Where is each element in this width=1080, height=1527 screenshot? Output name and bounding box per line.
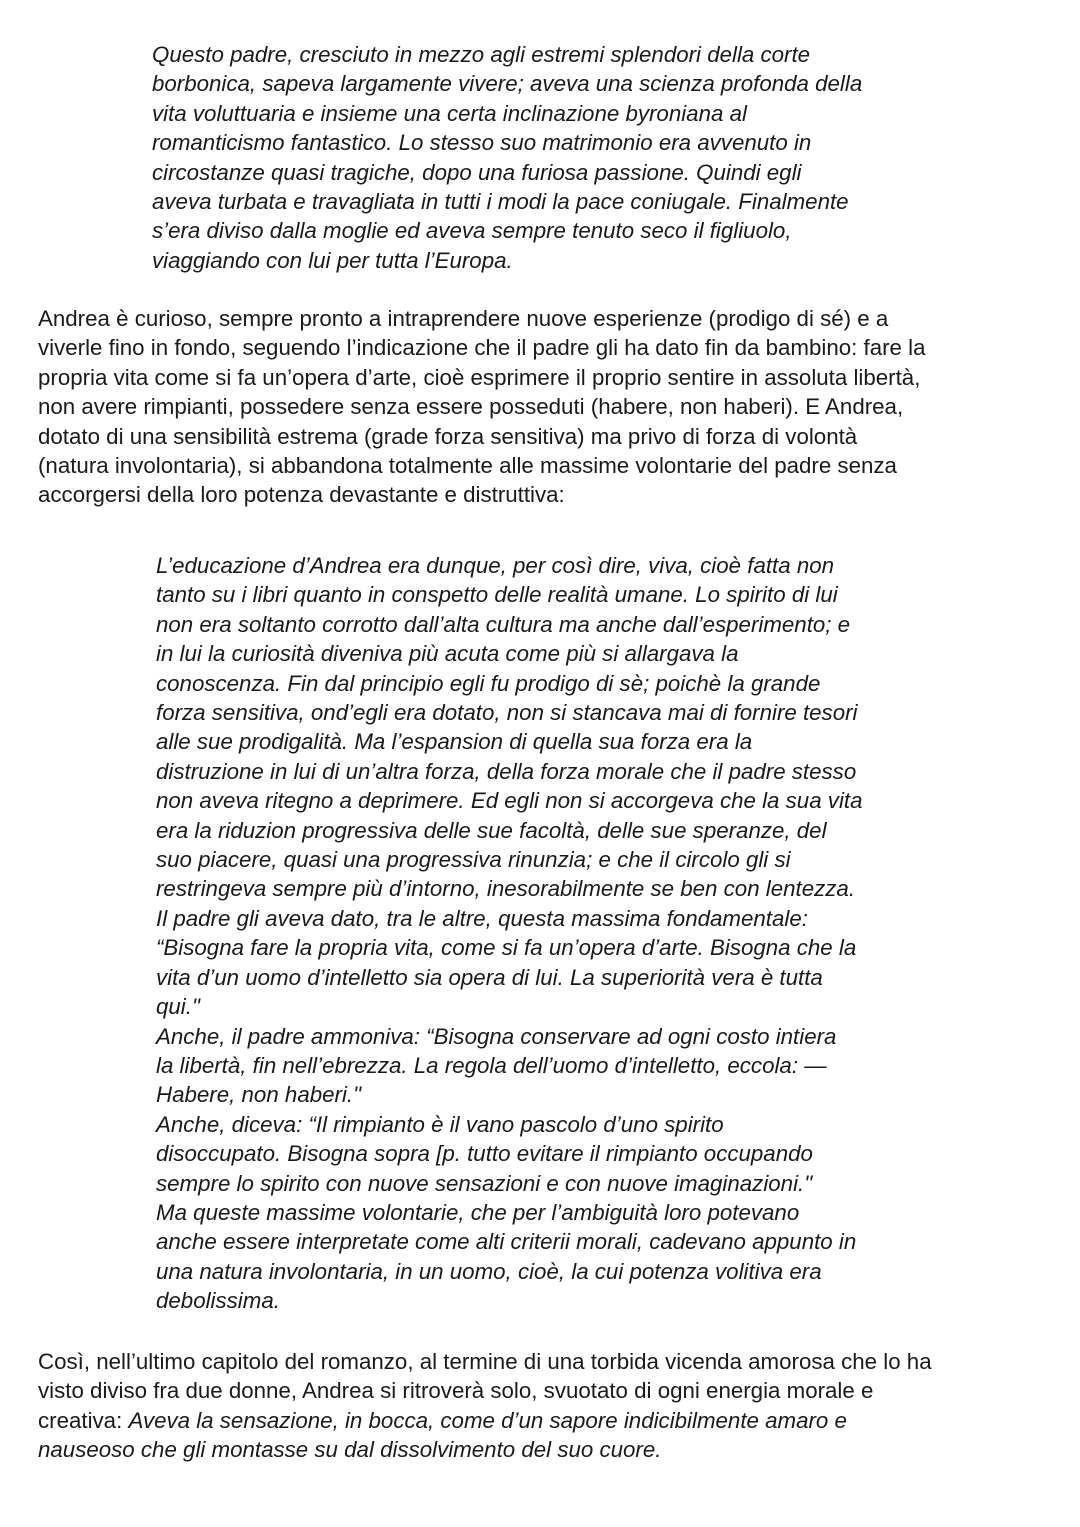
paragraph-line: Così, nell’ultimo capitolo del romanzo, al termine di una torbida vicenda amorosa che lo ha [38, 1349, 932, 1374]
paragraph-text-plain: creativa: [38, 1407, 129, 1433]
block-quote-education [156, 551, 956, 1316]
paragraph-final-chapter [38, 1347, 1048, 1465]
quote-line: non aveva ritegno a deprimere. Ed egli non si accorgeva che la sua vita [156, 788, 863, 814]
quote-line: s’era diviso dalla moglie ed aveva sempre tenuto seco il figliuolo, [152, 218, 792, 244]
quote-line: Habere, non haberi." [156, 1082, 362, 1108]
quote-line: Anche, diceva: “Il rimpianto è il vano pascolo d’uno spirito [156, 1111, 724, 1137]
quote-line: debolissima. [156, 1288, 280, 1314]
paragraph-line: (natura involontaria), si abbandona totalmente alle massime volontarie del padre senza [38, 453, 897, 479]
paragraph-line: propria vita come si fa un’opera d’arte, cioè esprimere il proprio sentire in assoluta libertà, [38, 364, 921, 390]
quote-line: vita voluttuaria e insieme una certa inclinazione byroniana al [152, 100, 747, 126]
paragraph-text-quoted: Aveva la sensazione, in bocca, come d’un sapore indicibilmente amaro e [128, 1407, 847, 1433]
paragraph-line-quoted: nauseoso che gli montasse su dal dissolvimento del suo cuore. [38, 1437, 662, 1463]
quote-line: tanto su i libri quanto in conspetto delle realità umane. Lo spirito di lui [156, 582, 838, 608]
quote-line: Anche, il padre ammoniva: “Bisogna conservare ad ogni costo intiera [156, 1023, 837, 1049]
quote-line: Il padre gli aveva dato, tra le altre, questa massima fondamentale: [156, 905, 808, 931]
quote-line: distruzione in lui di un’altra forza, della forza morale che il padre stesso [156, 758, 857, 784]
quote-line: qui." [156, 994, 200, 1020]
quote-line: restringeva sempre più d’intorno, inesorabilmente se ben con lentezza. [156, 876, 856, 902]
paragraph-line: non avere rimpianti, possedere senza essere posseduti (habere, non haberi). E Andrea, [38, 394, 904, 420]
block-quote-father [152, 40, 952, 275]
quote-line: in lui la curiosità diveniva più acuta come più si allargava la [156, 641, 739, 667]
quote-line: L’educazione d’Andrea era dunque, per così dire, viva, cioè fatta non [156, 553, 835, 578]
paragraph-line: Andrea è curioso, sempre pronto a intraprendere nuove esperienze (prodigo di sé) e a [38, 306, 889, 331]
quote-line: sempre lo spirito con nuove sensazioni e con nuove imaginazioni." [156, 1170, 813, 1196]
quote-line: disoccupato. Bisogna sopra [p. tutto evitare il rimpianto occupando [156, 1141, 813, 1167]
quote-line: non era soltanto corrotto dall’alta cultura ma anche dall’esperimento; e [156, 611, 851, 637]
quote-line: romanticismo fantastico. Lo stesso suo matrimonio era avvenuto in [152, 130, 812, 156]
quote-line: viaggiando con lui per tutta l’Europa. [152, 247, 513, 273]
quote-line: alle sue prodigalità. Ma l’espansion di quella sua forza era la [156, 729, 753, 755]
quote-line: aveva turbata e travagliata in tutti i modi la pace coniugale. Finalmente [152, 189, 849, 215]
quote-line: Ma queste massime volontarie, che per l’ambiguità loro potevano [156, 1199, 800, 1225]
quote-line: circostanze quasi tragiche, dopo una furiosa passione. Quindi egli [152, 159, 802, 185]
quote-line: anche essere interpretate come alti criterii morali, cadevano appunto in [156, 1229, 857, 1255]
quote-line: vita d’un uomo d’intelletto sia opera di lui. La superiorità vera è tutta [156, 964, 823, 990]
quote-line: Questo padre, cresciuto in mezzo agli estremi splendori della corte [152, 42, 811, 67]
paragraph-andrea-curious [38, 304, 1048, 510]
quote-line: era la riduzion progressiva delle sue facoltà, delle sue speranze, del [156, 817, 827, 843]
quote-line: borbonica, sapeva largamente vivere; aveva una scienza profonda della [152, 71, 863, 97]
paragraph-line: accorgersi della loro potenza devastante e distruttiva: [38, 482, 565, 508]
quote-line: una natura involontaria, in un uomo, cioè, la cui potenza volitiva era [156, 1258, 822, 1284]
paragraph-line: dotato di una sensibilità estrema (grade forza sensitiva) ma privo di forza di volontà [38, 423, 858, 449]
paragraph-line: visto diviso fra due donne, Andrea si ritroverà solo, svuotato di ogni energia morale e [38, 1378, 874, 1404]
quote-line: “Bisogna fare la propria vita, come si fa un’opera d’arte. Bisogna che la [156, 935, 857, 961]
paragraph-line: viverle fino in fondo, seguendo l’indicazione che il padre gli ha dato fin da bambino: fare la [38, 335, 926, 361]
quote-line: suo piacere, quasi una progressiva rinunzia; e che il circolo gli si [156, 847, 791, 873]
quote-line: la libertà, fin nell’ebrezza. La regola dell’uomo d’intelletto, eccola: — [156, 1052, 827, 1078]
paragraph-line [38, 1406, 1048, 1435]
quote-line: conoscenza. Fin dal principio egli fu prodigo di sè; poichè la grande [156, 670, 821, 696]
quote-line: forza sensitiva, ond’egli era dotato, non si stancava mai di fornire tesori [156, 700, 858, 726]
